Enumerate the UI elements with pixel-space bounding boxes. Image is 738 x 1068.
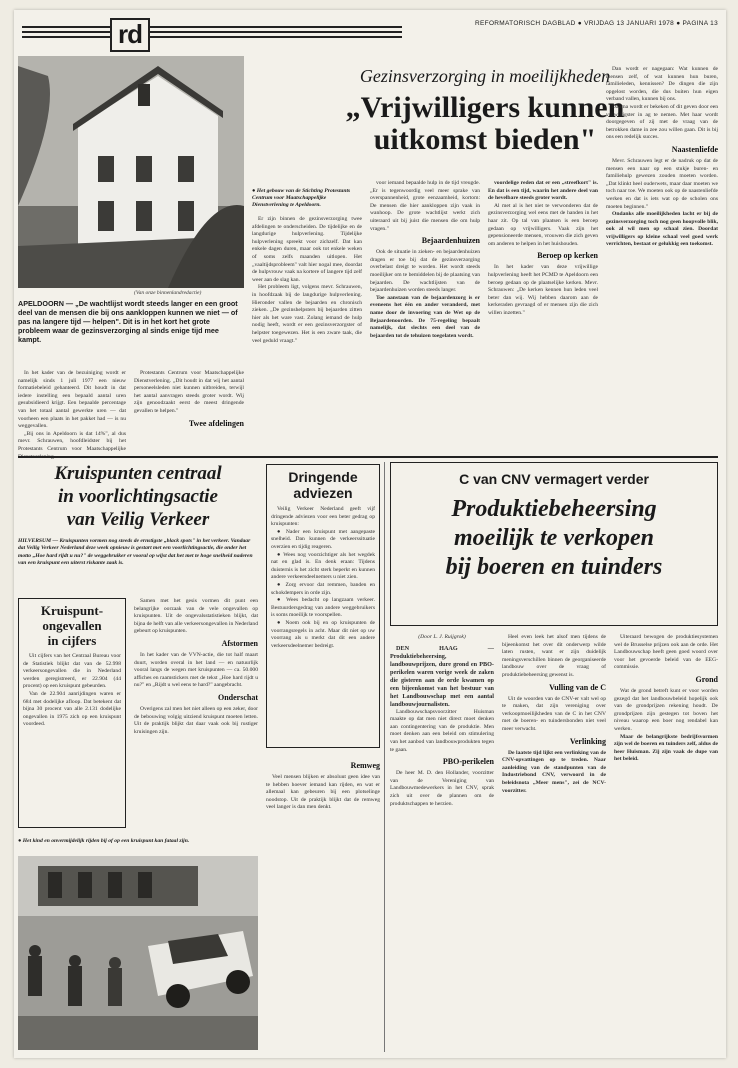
article1-col-a xyxy=(18,370,126,461)
subhead-beroep-op-kerken: Beroep op kerken xyxy=(537,251,598,261)
article2-headline-line1: Kruispunten centraal xyxy=(54,463,222,484)
article2-remweg-col xyxy=(266,758,380,812)
paragraph: voor iemand bepaalde hulp in de tijd vreugde. „Er is tegenwoordig veel meer sprake van overspannenheid, grote eenzaamheid, kortom: De mensen die hier aankloppen zijn vaak in wanhoop. De grote wachtlijst werkt zich uiteraard uit bij juist die mensen die om hulp vragen." xyxy=(370,180,480,232)
paragraph: Van de 22.904 aanrijdingen waren er 684 met dodelijke afloop. Dat betekent dat bijna 30 procent van alle 2.131 dodelijke ongevallen in 1975 zich op een kruispunt voordeed. xyxy=(23,690,121,728)
building-photo xyxy=(18,56,244,288)
paragraph: In het kader van de VVN-actie, die tot half maart duurt, worden overal in het land — en natuurlijk vooral langs de wegen met kruispunten — ca. 50.000 affiches en raamstickers met de tekst „Hoe hard rijdt u nu?" en „Rijdt u wel eens te hard?" aangebracht. xyxy=(134,651,258,689)
section-divider xyxy=(18,456,718,458)
subhead-remweg: Remweg xyxy=(350,761,380,770)
article1-col-e xyxy=(488,180,598,318)
building-photo-caption: ● Het gebouw van de Stichting Protestants Centrum voor Maatschappelijke Dienstverlening te Apeldoorn. xyxy=(252,188,351,208)
subhead-verlinking: Verlinking xyxy=(569,736,606,746)
paragraph: Ook de situatie in zieken- en bejaardenhuizen dragen er toe bij dat de gezinsverzorging overbelast dreigt te worden. Het wordt steeds moeilijker om te bemiddelen bij de plaatsing van bejaarden. De wachtlijsten van de bejaardenhuizen worden steeds langer. xyxy=(370,249,480,294)
masthead xyxy=(22,16,718,56)
paragraph: Uit de woorden van de CNV-er valt wel op te maken, dat zijn vereniging over verkoopmoeilijkheden van de C in het CNV met de boeren- en tuindersbonden niet veel meer verwacht. xyxy=(502,695,606,732)
article3-lead: DEN HAAG — Produktiebeheersing, landbouwprijzen, dure grond en PBO-perikelen waren vorige week de zaken die gisteren aan de orde kwamen op een bijeenkomst van het bestuur van het Landbouwschap met een aantal landbouwjournalisten. xyxy=(390,644,494,708)
paragraph: Dan wordt er nagegaan: Wat kunnen de mensen zelf, of wat kunnen hun buren, familieleden, kennissen? De dingen die zijn opgelost worden, die dus buiten hun eigen verband vallen, kunnen bij ons. xyxy=(606,66,718,103)
paragraph: Het probleem ligt, volgens mevr. Schrauwen, in hoofdzaak bij de langdurige hulpverlening. Hieronder vallen de bejaarden en chronisch zieken. „De gezinshelpsters bij bejaarden zitten hier als het ware vast. Zolang iemand de hulp nodig heeft, wordt er een gezinsverzorgster of helpster toegewezen. Het is een zware taak, die veel geduld vraagt." xyxy=(252,284,362,344)
adviezen-title-line2: adviezen xyxy=(293,485,353,501)
stats-box-title-line1: Kruispunt- xyxy=(40,603,104,618)
paragraph: Daarna wordt er bekeken of dit geven door een vrijwilligster in ag te nemen. Met haar wordt doorgegeven of zij met de vraag van de betrokken dame in zee zou willen gaan. Dit is bij ons een redelijk succes. xyxy=(606,103,718,141)
article3-col-2 xyxy=(502,634,606,795)
paragraph: „Bij ons in Apeldoorn is dat 14%", al dus mevr. Schrauwen, hoofdleidster bij het Protestants Centrum voor Maatschappelijke xyxy=(18,430,126,452)
subhead-afstormen: Afstormen xyxy=(221,638,258,648)
subhead-bejaardenhuizen: Bejaardenhuizen xyxy=(421,236,480,246)
tip-item: ● Noem ook bij en op kruispunten de voorrangsregels in acht. Maar dit niet op uw voorrang als u merkt dat dit een andere verkeersdeelnemer bedreigt. xyxy=(271,619,375,649)
article1-col-b xyxy=(134,370,244,432)
article1-kicker: Gezinsverzorging in moeilijkheden xyxy=(359,66,611,86)
accident-image xyxy=(18,856,258,1050)
article2-col xyxy=(134,598,258,736)
tip-item: ● Wees nog voorzichtiger als het wegdek nat en glad is. En denk eraan: Tijdens duisternis is het zicht sterk beperkt en kunnen andere verkeersdeelnemers u niet zien. xyxy=(271,551,375,581)
subhead-onderschat: Onderschat xyxy=(218,692,258,702)
paragraph: Wat de grond betreft kunt er voor worden gezegd dat het landbouwbeleid hopelijk ook van de grondprijzen rekening houdt. De grondprijzen zijn gestegen tot boven het niveau waarop een boer nog rendabel kan werken. xyxy=(614,687,718,732)
paragraph: In het kader van deze vrijwillige hulpverlening heeft het PCMD te Apeldoorn een beroep gedaan op de plaatselijke kerken. Mevr. Schrauwen: „De kerken kennen hun leden veel beter dan wij. Wij hebben daarom aan de kerkeraden gevraagd of er mensen zijn die zich willen inzetten." xyxy=(488,264,598,316)
paragraph: Uiteraard bewogen de produktiesystemen wel de Brusselse prijzen ook aan de orde. Het Landbouwschap heeft geen goed woord over voor het gevoerde beleid van de EEG-commissie. xyxy=(614,634,718,671)
paragraph: De heer M. D. den Hollander, voorzitter van de Vereniging van Landbouwmedewerkers in het CNV, sprak zich uit over de plannen om de produktschappen te herzien. xyxy=(390,770,494,807)
article1-headline-line2: uitkomst bieden" xyxy=(373,122,597,156)
article1-col-d xyxy=(370,180,480,340)
paragraph: voordelige reden dat er een „streefkort" is. En dat is een tijd, waarin het andere deel van de hevelbare steeds groter wordt. xyxy=(488,180,598,202)
subhead-vulling: Vulling van de C xyxy=(549,682,606,692)
subhead-grond: Grond xyxy=(695,674,718,684)
paragraph: In het kader van de bezuiniging wordt er namelijk sinds 1 juli 1977 een nieuw formatiebeleid gehanteerd. Dit houdt in dat iedere instelling een bepaald aantal uren gesubsidieerd krijgt. Een bepaalde percentage van het totaal aantal gewerkte uren — dat voorheen een plaats in het pakket had — is nu weggevallen. xyxy=(18,370,126,430)
article2-headline-line3: van Veilig Verkeer xyxy=(66,509,210,530)
article3-byline: (Door L. J. Ruijgrok) xyxy=(418,634,466,640)
subhead-pbo-perikelen: PBO-perikelen xyxy=(442,757,494,767)
article3-headline xyxy=(391,495,717,582)
paragraph: De laatste tijd lijkt een verlinking van de CNV-opvattingen op te treden. Naar aanleiding van de standpunten van de Industriebond CNV, verwoord in de beleidsnota „Meer mens", zei de NCV-voorzitter. xyxy=(502,749,606,794)
article3-kicker: C van CNV vermagert verder xyxy=(459,471,649,487)
dateline: REFORMATORISCH DAGBLAD ● VRIJDAG 13 JANUARI 1978 ● PAGINA 13 xyxy=(475,20,718,27)
paragraph: Uit cijfers van het Centraal Bureau voor de Statistiek blijkt dat van de 52.998 verkeersongevallen die in Nederland werden geregistreerd, er 22.904 (44 procent) op een kruispunt gebeurden. xyxy=(23,653,121,690)
rd-logo: rd xyxy=(110,18,150,52)
tip-item: ● Zorg ervoor dat remmen, banden en schokdempers in orde zijn. xyxy=(271,581,375,596)
article2-headline xyxy=(18,462,258,531)
tip-item: ● Wees bedacht op langzaam verkeer. Bestuurdersgedrag van andere weggebruikers is soms moeilijk te voorspellen. xyxy=(271,597,375,619)
article3-headline-line2: moeilijk te verkopen xyxy=(454,525,654,551)
accident-photo-caption: ● Het kind en onvermijdelijk rijden bij of op een kruispunt kan fataal zijn. xyxy=(18,838,190,844)
stats-box-title-line2: ongevallen xyxy=(42,618,102,633)
dringende-adviezen-box xyxy=(266,464,380,748)
newspaper-page xyxy=(14,10,726,1058)
stats-box-text xyxy=(23,653,121,729)
paragraph: Protestants Centrum voor Maatschappelijke Dienstverlening. „Dit houdt in dat wij het aantal personeelsleden niet kunnen uitbreiden, terwijl het aantal aanvragen steeds groter wordt. Wij zijn genoodzaakt eerst de meest dringende gevallen te helpen." xyxy=(134,370,244,414)
paragraph: Er zijn binnen de gezinsverzorging twee afdelingen te onderscheiden. De tijdelijke en de langdurige hulpverlening. Tijdelijke hulpverlening spreekt voor zichzelf. Dat kan enkele dagen duren, maar ook tot enkele weken of soms zelfs maanden uitlopen. Het „vaaltijdsprobleem" valt hier nogal mee, doordat de hulpvrouw vaak na kortere of langere tijd zelf weer aan de slag kan. xyxy=(252,216,362,283)
paragraph: Al met al is het niet te verwonderen dat de gezinsverzorging wel eens met de handen in het haar zit. Op tal van plaatsen is een beroep gedaan op vrijwilligers. Vaak zijn het gepensioneerde mensen, vrouwen die zich geven om anderen te helpen in het huishouden. xyxy=(488,202,598,247)
adviezen-title xyxy=(271,469,375,501)
article3-headline-line3: bij boeren en tuinders xyxy=(445,554,663,580)
subhead-naastenliefde: Naastenliefde xyxy=(671,144,718,154)
photo-credit: (Van onze binnenlandredactie) xyxy=(134,290,202,296)
article3-col-3 xyxy=(614,634,718,764)
paragraph: Toe aanstaan van de bejaardenzorg is er eveneens het één en ander veranderd, met name door de invoering van de Wet op de Bejaardenoorden. De 75-regeling bepaalt namelijk, dat slechts een deel van de bejaarden tot de tehuizen toegelaten wordt. xyxy=(370,294,480,339)
paragraph: Veel mensen blijken er absoluut geen idee van te hebben hoever iemand kan rijden, en wat er allemaal kan gebeuren bij een plotselinge noodstop. Uit de praktijk blijkt dat de remweg veel langer is dan men denkt. xyxy=(266,774,380,811)
tip-item: ● Nader een kruispunt met aangepaste snelheid. Dan kunnen de verkeerssituatie overzien en tijdig reageren. xyxy=(271,528,375,550)
paragraph: Ondanks alle moeilijkheden lacht er bij de gezinsverzorging toch nog geen hoopvolle blik, ook al wil men op schaal zien. Doordat vrijwilligers op kleine schaal veel goed werk verrichten, bestaat er gelukkig een toekomst. xyxy=(606,211,718,248)
accident-photo xyxy=(18,856,258,1050)
column-rule xyxy=(384,462,385,1052)
article3-col-1 xyxy=(390,634,494,808)
paragraph: Landbouwschapsvoorzitter Huisman maakte op dat men niet direct moet denken aan contingentering van de produktie. Men moet denken aan een beleid om stimulering van het aanbod van landbouwprodukten tegen te gaan. xyxy=(390,708,494,753)
article3-headline-box xyxy=(390,462,718,626)
masthead-rules xyxy=(22,26,402,41)
kruispunt-stats-box xyxy=(18,598,126,828)
article1-lead: APELDOORN — „De wachtlijst wordt steeds langer en een groot deel van de mensen die bij ons aankloppen kunnen we niet — of pas na langere tijd — helpen". Dit is in het kort het grote probleem waar de gezinsverzorging al sinds enige tijd mee kampt. xyxy=(18,299,238,344)
article2-headline-line2: in voorlichtingsactie xyxy=(58,486,218,507)
adviezen-text xyxy=(271,506,375,650)
stats-box-title xyxy=(23,603,121,648)
paragraph: Samen met het gesis vormen dit punt een belangrijke oorzaak van de vele ongevallen op kruispunten. Uit de ongevalsstatistieken blijkt, dat bijna de helft van alle verkeersongevallen in Nederland gebeurt op kruispunten. xyxy=(134,598,258,635)
paragraph: Maar de belangrijkste bedrijfsvormen zijn wel de boeren en tuinders zelf, aldus de heer Huisman. Zij zijn vaak de dupe van het beleid. xyxy=(614,733,718,763)
subhead-twee-afdelingen: Twee afdelingen xyxy=(188,418,244,428)
article1-headline-line1: „Vrijwilligers kunnen xyxy=(345,91,625,124)
article1-col-f xyxy=(606,66,718,249)
paragraph: Mevr. Schrauwen legt er de nadruk op dat de mensen een naar op een stukje buren- en familiehulp gewezen zouden moeten worden. „Dat klinkt heel ouderwets, maar daar moeten we toch naar toe. We moeten ook op de naastenliefde werken en dat is iets wat op de scholen ons moeten beginnen." xyxy=(606,157,718,210)
article2-lead: HILVERSUM — Kruispunten vormen nog steeds de ernstigste „black spots" in het verkeer. Vandaar dat Veilig Verkeer Nederland deze week opnieuw is gestart met een voorlichtingsactie, die onder het motto „Hoe hard rijdt u nu?" de weggebruiker er vooral op wijst dat het met te hoge snelheid naderen van een kruispunt een uiterst riskante zaak is. xyxy=(18,538,253,567)
adviezen-title-line1: Dringende xyxy=(288,469,358,485)
paragraph: Veilig Verkeer Nederland geeft vijf dringende adviezen voor een beter gedrag op kruispunten: xyxy=(271,506,375,528)
paragraph: Heel even leek het alsof men tijdens de bijeenkomst het over dit onderwerp wilde laten rusten, want er zijn duidelijk meningsverschillen binnen de georganiseerde landbouw over de vraag of produktiebeheersing gewenst is. xyxy=(502,634,606,678)
article3-headline-line1: Produktiebeheersing xyxy=(451,496,657,522)
stats-box-title-line3: in cijfers xyxy=(47,633,97,648)
paragraph: Overigens zal men het niet alleen op een zeker, door de bebouwing volgig uitziend kruispunt moeten letten. Uit de praktijk blijkt dat daar vaak ook bij rustiger kruisingen zijn. xyxy=(134,705,258,735)
building-image xyxy=(18,56,244,288)
article1-col-c xyxy=(252,216,362,345)
